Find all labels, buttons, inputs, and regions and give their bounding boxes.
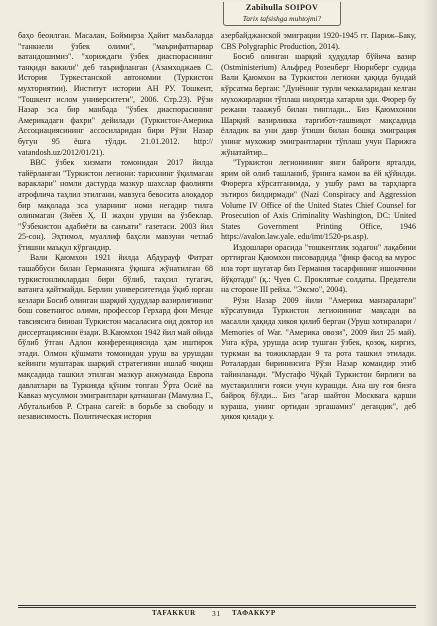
footer-page-number: 31 — [212, 609, 221, 618]
right-paragraph-5: Рўзи Назар 2009 йили "Америка манзаралари" кўрсатувида Туркистон легионининг мақсади ва масалли ҳақида хикоя қилиб берган (Уруш хотиралари / Memories of War. "Америка овози", 2009 йил 25 май). Унга кўра, урушда асир тушган ўзбек, қозоқ, киргиз, туркман ва тожиклардан 9 та рота ташкил этилади. Роталардан бирининсига Рўзи Назар командир этиб тайинланади. "Мустафо Чўқай Туркистон бирлиги ва мустақиллиги ғояси учун курашди. Ана шу ғоя бизга байроқ бўлди... Биз "агар шайтон Москвага қарши кураша, унинг ортидан эргашамиз" дегандик", деб ҳикоя қилади у. — [221, 295, 416, 422]
footer-rule-secondary — [18, 607, 416, 608]
page-edge-shadow — [423, 0, 437, 626]
right-paragraph-1: азербайджанской эмиграции 1920-1945 гг. Париж–Баку, CBS Polygraphic Production, 2014). — [221, 31, 416, 51]
header-article-title: Tarix tafsishga muhtojmi? — [242, 14, 322, 23]
left-paragraph-1: баҳо беоилган. Масалан, Боймирза Ҳайит маъбаларда "танкнели ўзбек олими", "маърифатпарвар ватандошимиз". "хориждаги ўзбек диаспорасининг танқидн вакили" деб таърифланган (Азамходжаев С. История Туркестанской автономии (Туркистон мухториятии). Институт истории АН РУ. Тошкент, "Тошкент ислом университети", 2006. Стр.23). Рўзи Назар эса бир манбада "ўзбек диаспорасининг Америкадаги фахри" дейилади (Туркистон-Америка Ассоциациясининг ассосиларидан бири Рўзи Назар бугун 95 ёшга тўлди. 21.01.2012. http:// vatandosh.uz/2012/01/21). — [18, 31, 213, 157]
left-paragraph-3: Вали Қаюмхон 1921 йилда Абдурауф Фитрат ташаббуси билан Германияга ўқишга жўнатилган 68 туркистонликлардан бири бўлиб, таҳсил тугагач, ватанга қайтмайди. Берлин университетида ўқиб юрган кезлари Босиб олинган шарқий ҳудудлар вазирлигининг бош советнигос олими, профессор Герхард фон Менде тавсиясига биноан Туркистон масаласига оид доктор ил диссертациясини ёзади. В.Каюмхон 1942 йил май ойида бўлиб ўтган Адлон конференциясида ҳам иштирок этади. Олмон қўшмати томонидан уруш ва урушдан кейинги муштарак шарқий стратегияни ишлаб чиқиш мақсадида ташкил этилган мазкур анжуманда Европа давлатлари ва Туркияда қўним топган Ўрта Осиё ва Кавказ мусулмон эмигрантлари қатнашган (Мамулиа Г., Абутальибов Р. Страна сагей: в борьбе за свободу и независимость. Политическая история — [18, 253, 213, 422]
left-text-column — [18, 31, 213, 587]
footer-journal-name-latin: TAFAKKUR — [152, 609, 196, 617]
right-text-column — [221, 31, 416, 587]
footer-journal-name-cyrillic: ТАФАККУР — [232, 609, 276, 617]
running-header — [223, 2, 341, 26]
right-paragraph-3: "Туркистон легионининг янги байроғи ярталди, ярим ой олиб ташланиб, ўрнига камон ва ёй қўйилди. Фюрерга кўрсатганимда, у ушбу рамз ва тарҳларга эътироз билдирмади" (Nazi Conspiracy and Aggression Volume IV Office of the United States Chief Counsel for Prosecution of Axis Criminality Washington, DC: United States Government Printing Office, 1946 https://avalon.law.yale. edu/imt/1520-ps.asp). — [221, 158, 416, 242]
footer-rule — [18, 605, 416, 606]
header-author: Zabihulla SOIPOV — [245, 3, 319, 12]
right-paragraph-2: Босиб олинган шарқий ҳудудлар бўйича вазир (Ostministerium) Альфред Розенберг Нюрнберг судида Вали Қаюмхон ва Туркистон легиони ҳақида бундай кўрсатма берган: "Дунёнинг турли чеккаларидан келган мухожирларни тўплаш ниҳоятда хатарли эди. Фюрер бу режани тааажуб билан тинглади... Биз Қаюмхонни Шарқий вазирликка таргибот-ташвиқот мақсадида ёлладик ва уни давр ўтиши билан бошқа эмиграция унинг мухожир эмигрантларни тўплаш учун Парижга жўнатайтир... — [221, 52, 416, 157]
left-paragraph-2: ВВС ўзбек хизмати томонидан 2017 йилда тайёрланган "Туркистон легиони: тарихнинг ўқилмаган вараклари" номли дастурда мазкур шахслар фаолияти атрофлича таҳлил этилгани, мавзуга бевосита алоқадор бир мақолада эса уларнинг номи негадир тилга олинмаган (Зиёев Ҳ. II жаҳон уруши ва ўзбеклар. "Ўзбекистон адабиёти ва санъати" газетаси. 2003 йил 25-сон). Эҳтимол, муаллиф баҳсли мавзуни четлаб ўтишни маъқул кўргандир. — [18, 158, 213, 252]
right-paragraph-4: Издошлари орасида "тошкентлик зодагон" лақабини орттирган Қаюмхон писовардида "фикр фасод ва мурос ила торт шугатар биз Германия тасарфининг ишончини йўқотади" (қ.: Чуев С. Проклятые солдаты. Предатели на стороне III рейха. "Эксмо", 2004). — [221, 242, 416, 295]
